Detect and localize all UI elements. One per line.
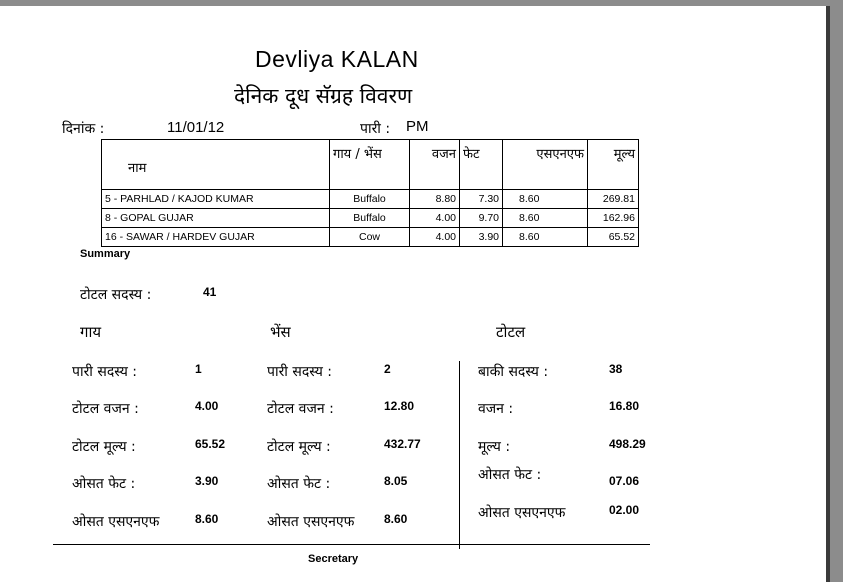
total-fat-value: 07.06 bbox=[609, 474, 640, 488]
column-header-amount: मूल्य bbox=[588, 140, 639, 190]
cell-weight: 4.00 bbox=[410, 228, 460, 247]
total-snf-value: 02.00 bbox=[609, 503, 640, 517]
total-members-remaining-label: बाकी सदस्य : bbox=[478, 364, 549, 380]
cow-fat-value: 3.90 bbox=[195, 474, 219, 488]
collection-table bbox=[101, 139, 639, 247]
cell-animal: Cow bbox=[330, 228, 410, 247]
cow-fat-label: ओसत फेट : bbox=[72, 476, 136, 492]
total-members-value: 41 bbox=[203, 285, 217, 299]
cell-amount: 65.52 bbox=[588, 228, 639, 247]
cow-snf-value: 8.60 bbox=[195, 512, 219, 526]
cell-fat: 3.90 bbox=[460, 228, 503, 247]
cow-heading: गाय bbox=[80, 323, 102, 341]
buffalo-members-value: 2 bbox=[384, 362, 391, 376]
buffalo-members-label: पारी सदस्य : bbox=[267, 364, 333, 380]
cell-name: 16 - SAWAR / HARDEV GUJAR bbox=[102, 228, 330, 247]
cow-weight-label: टोटल वजन : bbox=[72, 401, 139, 417]
shift-value: PM bbox=[406, 118, 429, 135]
report-page bbox=[0, 6, 826, 582]
date-label: दिनांक : bbox=[62, 121, 105, 137]
cell-weight: 8.80 bbox=[410, 190, 460, 209]
buffalo-weight-label: टोटल वजन : bbox=[267, 401, 334, 417]
report-subtitle: देनिक दूध सॅग्रह विवरण bbox=[234, 84, 413, 108]
cow-members-value: 1 bbox=[195, 362, 202, 376]
cell-name: 5 - PARHLAD / KAJOD KUMAR bbox=[102, 190, 330, 209]
cow-snf-label: ओसत एसएनएफ bbox=[72, 514, 160, 530]
cell-fat: 9.70 bbox=[460, 209, 503, 228]
buffalo-fat-label: ओसत फेट : bbox=[267, 476, 331, 492]
buffalo-heading: भेंस bbox=[270, 323, 291, 341]
secretary-label: Secretary bbox=[308, 553, 359, 565]
total-members-label: टोटल सदस्य : bbox=[80, 287, 152, 303]
cell-amount: 269.81 bbox=[588, 190, 639, 209]
table-header-row bbox=[102, 140, 639, 190]
table-row bbox=[102, 190, 639, 209]
report-title: Devliya KALAN bbox=[255, 46, 419, 72]
buffalo-snf-label: ओसत एसएनएफ bbox=[267, 514, 355, 530]
cell-name: 8 - GOPAL GUJAR bbox=[102, 209, 330, 228]
cow-members-label: पारी सदस्य : bbox=[72, 364, 138, 380]
total-fat-label: ओसत फेट : bbox=[478, 467, 542, 483]
cell-weight: 4.00 bbox=[410, 209, 460, 228]
column-header-snf: एसएनएफ bbox=[503, 140, 588, 190]
date-value: 11/01/12 bbox=[167, 119, 225, 136]
column-header-name: नाम bbox=[102, 140, 330, 190]
total-weight-label: वजन : bbox=[478, 401, 514, 417]
column-divider bbox=[459, 361, 460, 549]
cow-amount-value: 65.52 bbox=[195, 437, 226, 451]
summary-title: Summary bbox=[80, 248, 131, 260]
total-weight-value: 16.80 bbox=[609, 399, 640, 413]
cell-snf: 8.60 bbox=[503, 228, 588, 247]
footer-rule bbox=[53, 544, 650, 545]
cell-animal: Buffalo bbox=[330, 190, 410, 209]
total-members-remaining-value: 38 bbox=[609, 362, 623, 376]
total-amount-label: मूल्य : bbox=[478, 439, 511, 455]
cell-amount: 162.96 bbox=[588, 209, 639, 228]
buffalo-amount-value: 432.77 bbox=[384, 437, 421, 451]
buffalo-weight-value: 12.80 bbox=[384, 399, 415, 413]
cell-fat: 7.30 bbox=[460, 190, 503, 209]
cell-snf: 8.60 bbox=[503, 209, 588, 228]
cow-amount-label: टोटल मूल्य : bbox=[72, 439, 136, 455]
total-snf-label: ओसत एसएनएफ bbox=[478, 505, 566, 521]
cow-weight-value: 4.00 bbox=[195, 399, 219, 413]
column-header-weight: वजन bbox=[410, 140, 460, 190]
cell-animal: Buffalo bbox=[330, 209, 410, 228]
buffalo-fat-value: 8.05 bbox=[384, 474, 408, 488]
total-heading: टोटल bbox=[496, 323, 526, 341]
buffalo-snf-value: 8.60 bbox=[384, 512, 408, 526]
table-row bbox=[102, 209, 639, 228]
buffalo-amount-label: टोटल मूल्य : bbox=[267, 439, 331, 455]
column-header-fat: फेट bbox=[460, 140, 503, 190]
cell-snf: 8.60 bbox=[503, 190, 588, 209]
column-header-animal: गाय / भेंस bbox=[330, 140, 410, 190]
total-amount-value: 498.29 bbox=[609, 437, 646, 451]
table-row bbox=[102, 228, 639, 247]
shift-label: पारी : bbox=[360, 121, 391, 137]
